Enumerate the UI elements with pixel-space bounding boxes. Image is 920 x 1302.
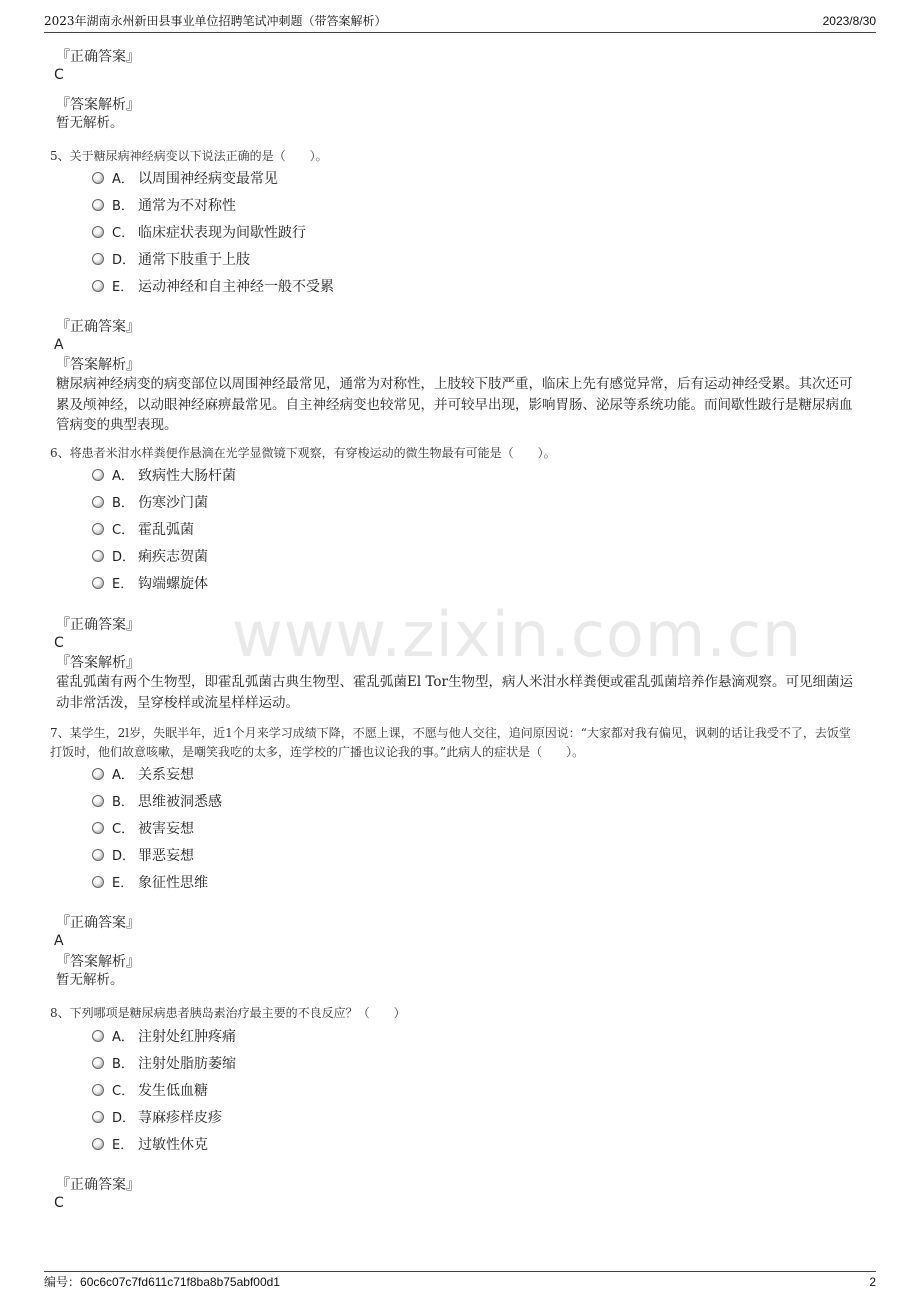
radio-button-icon[interactable] [92,172,104,184]
question-stem: 8、下列哪项是糖尿病患者胰岛素治疗最主要的不良反应？（ ） [50,1006,406,1020]
document-id-value: 60c6c07c7fd611c71f8ba8b75abf00d1 [80,1275,280,1289]
radio-button-icon[interactable] [92,280,104,292]
option-d[interactable]: D． 痢疾志贺菌 [92,547,208,567]
correct-answer-value: C [54,635,64,651]
radio-button-icon[interactable] [92,577,104,589]
option-e[interactable]: E． 象征性思维 [92,873,208,893]
option-b[interactable]: B． 注射处脂肪萎缩 [92,1054,236,1074]
analysis-label: 『答案解析』 [56,357,140,373]
radio-button-icon[interactable] [92,795,104,807]
option-e[interactable]: E． 运动神经和自主神经一般不受累 [92,277,334,297]
option-a[interactable]: A． 关系妄想 [92,765,194,785]
correct-answer-label: 『正确答案』 [56,319,140,335]
analysis-text: 暂无解析。 [56,115,124,131]
radio-button-icon[interactable] [92,253,104,265]
radio-button-icon[interactable] [92,469,104,481]
watermark: www.zixin.com.cn [232,598,803,671]
option-b[interactable]: B． 通常为不对称性 [92,196,236,216]
radio-button-icon[interactable] [92,1057,104,1069]
analysis-label: 『答案解析』 [56,655,140,671]
correct-answer-label: 『正确答案』 [56,1177,140,1193]
radio-button-icon[interactable] [92,849,104,861]
option-a[interactable]: A． 以周围神经病变最常见 [92,169,278,189]
radio-button-icon[interactable] [92,523,104,535]
option-e[interactable]: E． 钩端螺旋体 [92,574,208,594]
correct-answer-value: A [54,337,64,353]
analysis-label: 『答案解析』 [56,954,140,970]
correct-answer-value: C [54,67,64,83]
radio-button-icon[interactable] [92,822,104,834]
option-a[interactable]: A． 注射处红肿疼痛 [92,1027,236,1047]
analysis-label: 『答案解析』 [56,97,140,113]
option-c[interactable]: C． 霍乱弧菌 [92,520,194,540]
option-d[interactable]: D． 荨麻疹样皮疹 [92,1108,222,1128]
correct-answer-value: A [54,933,64,949]
correct-answer-label: 『正确答案』 [56,617,140,633]
question-stem: 5、关于糖尿病神经病变以下说法正确的是（ ）。 [50,149,328,163]
correct-answer-value: C [54,1195,64,1211]
correct-answer-label: 『正确答案』 [56,49,140,65]
radio-button-icon[interactable] [92,496,104,508]
option-d[interactable]: D． 通常下肢重于上肢 [92,250,250,270]
page-header [44,12,876,33]
radio-button-icon[interactable] [92,768,104,780]
option-b[interactable]: B． 思维被洞悉感 [92,792,222,812]
page-footer [44,1271,876,1292]
analysis-text: 霍乱弧菌有两个生物型，即霍乱弧菌古典生物型、霍乱弧菌El Tor生物型，病人米泔水样粪便或霍乱弧菌培养作悬滴观察。可见细菌运动非常活泼，呈穿梭样或流星样样运动。 [56,674,853,711]
document-date: 2023/8/30 [822,14,876,28]
radio-button-icon[interactable] [92,199,104,211]
correct-answer-label: 『正确答案』 [56,915,140,931]
option-a[interactable]: A． 致病性大肠杆菌 [92,466,236,486]
radio-button-icon[interactable] [92,1030,104,1042]
page-number: 2 [869,1275,876,1289]
analysis-text: 糖尿病神经病变的病变部位以周围神经最常见，通常为对称性，上肢较下肢严重，临床上先有感觉异常，后有运动神经受累。其次还可累及颅神经，以动眼神经麻痹最常见。自主神经病变也较常见，并可较早出现，影响胃肠、泌尿等系统功能。而间歇性跛行是糖尿病血管病变的典型表现。 [56,376,853,433]
option-b[interactable]: B． 伤寒沙门菌 [92,493,208,513]
question-stem: 7、某学生，2l岁，失眠半年，近1个月来学习成绩下降，不愿上课，不愿与他人交往，追问原因说：“大家都对我有偏见，讽刺的话让我受不了，去饭堂打饭时，他们故意咳嗽，是嘲笑我吃的太多，连学校的广播也议论我的事。”此病人的症状是（ ）。 [50,726,851,759]
option-c[interactable]: C． 被害妄想 [92,819,194,839]
document-id-label: 编号： [44,1275,81,1289]
document-id [44,1273,280,1291]
option-d[interactable]: D． 罪恶妄想 [92,846,194,866]
radio-button-icon[interactable] [92,226,104,238]
option-c[interactable]: C． 临床症状表现为间歇性跛行 [92,223,306,243]
question-stem: 6、将患者米泔水样粪便作悬滴在光学显微镜下观察，有穿梭运动的微生物最有可能是（ ）。 [50,446,556,460]
option-c[interactable]: C． 发生低血糖 [92,1081,208,1101]
document-title: 2023年湖南永州新田县事业单位招聘笔试冲刺题（带答案解析） [44,14,387,28]
radio-button-icon[interactable] [92,1138,104,1150]
analysis-text: 暂无解析。 [56,972,124,988]
option-e[interactable]: E． 过敏性休克 [92,1135,208,1155]
radio-button-icon[interactable] [92,1084,104,1096]
radio-button-icon[interactable] [92,550,104,562]
radio-button-icon[interactable] [92,1111,104,1123]
radio-button-icon[interactable] [92,876,104,888]
